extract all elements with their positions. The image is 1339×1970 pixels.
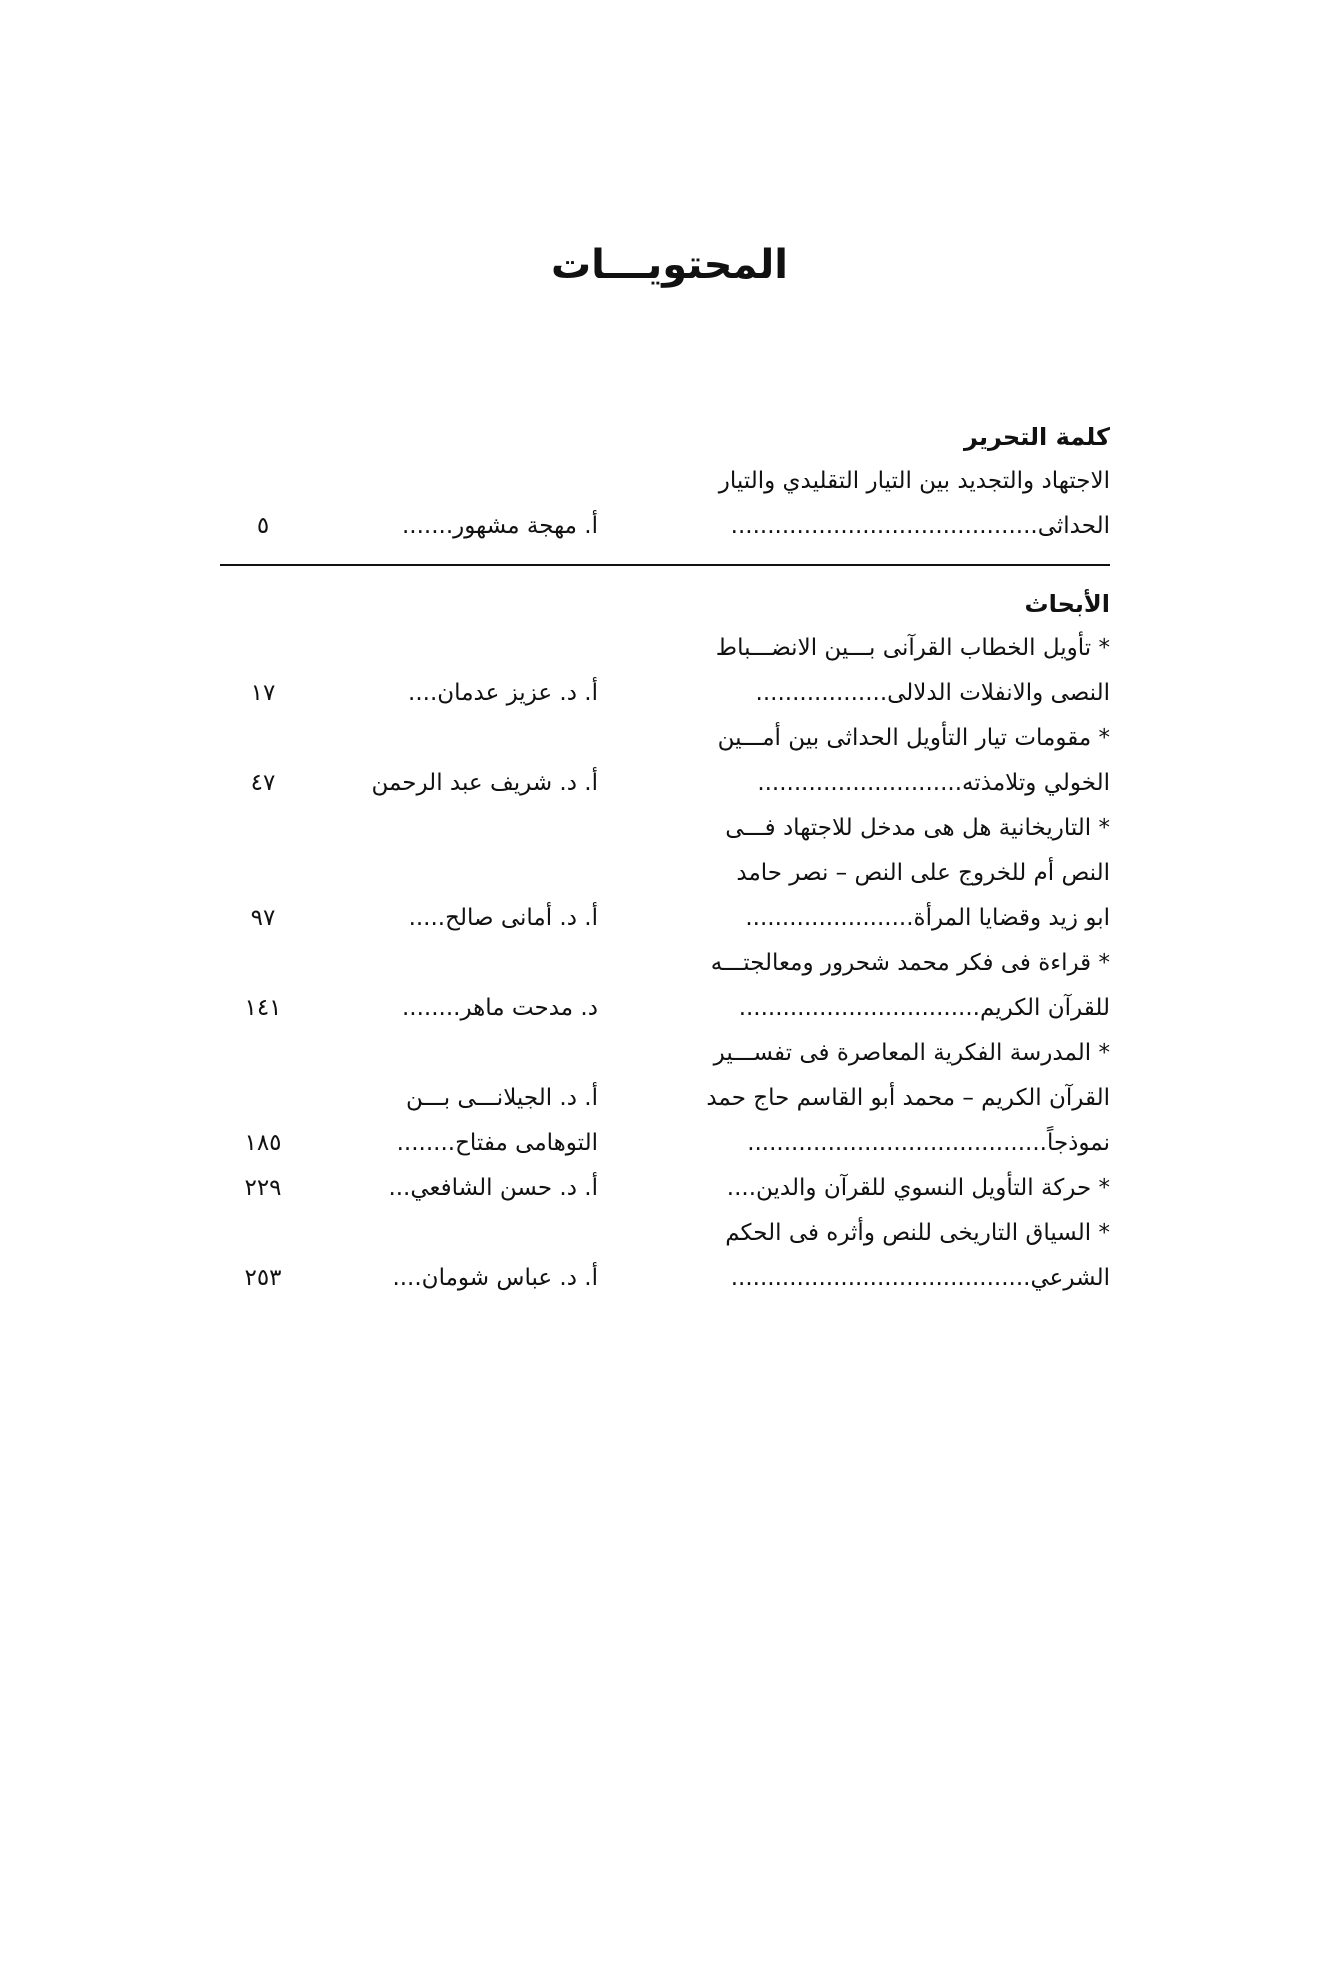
toc-row (220, 504, 1110, 549)
toc-row (220, 986, 1110, 1031)
toc-row (220, 671, 1110, 716)
entry-title: النص أم للخروج على النص – نصر حامد (736, 860, 1110, 886)
toc-row (220, 459, 1110, 504)
section-heading-research: الأبحاث (1024, 590, 1110, 618)
entry-page-number: ١٤١ (244, 995, 282, 1021)
table-of-contents (220, 415, 1110, 1301)
toc-row (220, 1166, 1110, 1211)
entry-title: * السياق التاريخى للنص وأثره فى الحكم (725, 1220, 1110, 1246)
section-divider (220, 564, 1110, 566)
entry-author: التوهامى مفتاح........ (396, 1130, 598, 1156)
toc-row (220, 1031, 1110, 1076)
editorial-section (220, 415, 1110, 549)
entry-author: أ. د. شريف عبد الرحمن (371, 770, 598, 796)
entry-author: أ. د. عزيز عدمان.... (408, 680, 598, 706)
toc-row (220, 626, 1110, 671)
entry-title: * مقومات تيار التأويل الحداثى بين أمـــين (717, 725, 1110, 751)
entry-page-number: ٥ (256, 513, 270, 539)
entry-author: أ. د. أمانى صالح..... (408, 905, 598, 931)
toc-row (220, 896, 1110, 941)
entry-title: ابو زيد وقضايا المرأة....................... (745, 905, 1110, 931)
entry-title: الاجتهاد والتجديد بين التيار التقليدي والتيار (718, 468, 1110, 494)
entry-author: أ. مهجة مشهور....... (401, 513, 598, 539)
toc-row (220, 1256, 1110, 1301)
entry-author: د. مدحت ماهر........ (401, 995, 598, 1021)
entry-author: أ. د. حسن الشافعي... (388, 1175, 598, 1201)
section-heading-editorial: كلمة التحرير (964, 423, 1110, 451)
toc-row (220, 941, 1110, 986)
toc-row (220, 1121, 1110, 1166)
toc-row (220, 1076, 1110, 1121)
entry-title: * التاريخانية هل هى مدخل للاجتهاد فـــى (725, 815, 1110, 841)
entry-title: * حركة التأويل النسوي للقرآن والدين.... (726, 1175, 1110, 1201)
entry-title: الحداثى.......................................... (730, 513, 1110, 539)
entry-page-number: ٢٥٣ (244, 1265, 282, 1291)
entry-title: * قراءة فى فكر محمد شحرور ومعالجتـــه (710, 950, 1110, 976)
entry-page-number: ١٧ (250, 680, 276, 706)
page-title: المحتويـــات (550, 242, 789, 288)
toc-row (220, 806, 1110, 851)
entry-title: النصى والانفلات الدلالى.................. (755, 680, 1110, 706)
toc-row (220, 1211, 1110, 1256)
toc-row (220, 716, 1110, 761)
entry-author: أ. د. عباس شومان.... (392, 1265, 598, 1291)
entry-page-number: ١٨٥ (244, 1130, 282, 1156)
entry-title: * المدرسة الفكرية المعاصرة فى تفســـير (713, 1040, 1110, 1066)
entry-page-number: ٩٧ (250, 905, 276, 931)
entry-title: الشرعي......................................... (730, 1265, 1110, 1291)
entry-title: الخولي وتلامذته............................ (757, 770, 1110, 796)
toc-row (220, 851, 1110, 896)
entry-title: * تأويل الخطاب القرآنى بـــين الانضـــباط (715, 635, 1110, 661)
entry-author: أ. د. الجيلانـــى بـــن (405, 1085, 598, 1111)
entry-page-number: ٢٢٩ (244, 1175, 282, 1201)
entry-title: نموذجاً......................................... (747, 1130, 1110, 1156)
research-section (220, 582, 1110, 1301)
entry-title: للقرآن الكريم................................. (738, 995, 1110, 1021)
entry-page-number: ٤٧ (250, 770, 276, 796)
toc-row (220, 761, 1110, 806)
entry-title: القرآن الكريم – محمد أبو القاسم حاج حمد (706, 1085, 1110, 1111)
